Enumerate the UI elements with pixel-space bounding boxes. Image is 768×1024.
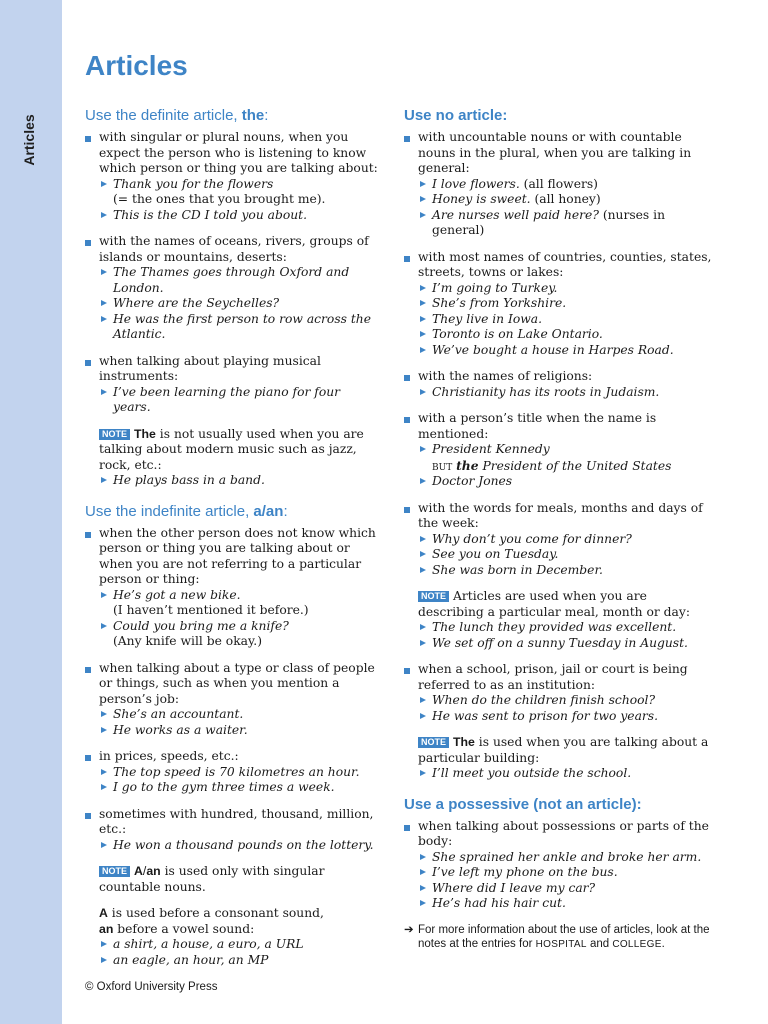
triangle-arrow-icon [420, 885, 426, 891]
list-item: with singular or plural nouns, when you expect the person who is listening to know which person or thing you are talking about: Thank you for the flowers (= the ones that you brought me). This is the CD I told you about. [85, 130, 380, 223]
triangle-arrow-icon [101, 623, 107, 629]
note-badge: NOTE [418, 737, 449, 748]
triangle-arrow-icon [420, 181, 426, 187]
square-bullet-icon [404, 417, 410, 423]
triangle-arrow-icon [101, 181, 107, 187]
triangle-arrow-icon [101, 727, 107, 733]
triangle-arrow-icon [101, 592, 107, 598]
example: The lunch they provided was excellent. [418, 620, 716, 636]
no-article-heading: Use no article: [404, 107, 508, 124]
list-item: when talking about a type or class of people or things, such as when you mention a person’s job: She’s an accountant. He works as a waiter. [85, 661, 380, 739]
list-item: when talking about playing musical instruments: I’ve been learning the piano for four years. [85, 354, 380, 416]
example: She sprained her ankle and broke her arm. [418, 850, 716, 866]
square-bullet-icon [404, 825, 410, 831]
list-item: with the names of oceans, rivers, groups of islands or mountains, deserts: The Thames goes through Oxford and London. Where are the Seychelles? He was the first person to row across the Atlantic. [85, 234, 380, 343]
example: He was sent to prison for two years. [418, 709, 716, 725]
triangle-arrow-icon [420, 624, 426, 630]
copyright-footer: © Oxford University Press [85, 981, 218, 993]
triangle-arrow-icon [101, 300, 107, 306]
definite-heading: Use the definite article, the: [85, 107, 269, 124]
triangle-arrow-icon [420, 900, 426, 906]
triangle-arrow-icon [101, 316, 107, 322]
square-bullet-icon [85, 136, 91, 142]
page-title: Articles [85, 50, 188, 81]
example: I’m going to Turkey. [418, 281, 716, 297]
triangle-arrow-icon [101, 957, 107, 963]
example: an eagle, an hour, an MP [99, 953, 380, 969]
triangle-arrow-icon [420, 713, 426, 719]
triangle-arrow-icon [420, 316, 426, 322]
example: They live in Iowa. [418, 312, 716, 328]
note-badge: NOTE [99, 866, 130, 877]
triangle-arrow-icon [420, 331, 426, 337]
list-item: with the words for meals, months and days of the week: Why don’t you come for dinner? See you on Tuesday. She was born in December. [404, 501, 716, 579]
triangle-arrow-icon [420, 347, 426, 353]
square-bullet-icon [404, 507, 410, 513]
note-box: NOTE A/an is used only with singular countable nouns. [99, 864, 325, 894]
example: Thank you for the flowers [99, 177, 380, 193]
triangle-arrow-icon [101, 784, 107, 790]
right-arrow-icon: ➔ [404, 923, 414, 936]
example: a shirt, a house, a euro, a URL [99, 937, 380, 953]
example: I go to the gym three times a week. [99, 780, 380, 796]
note-box: NOTE The is used when you are talking about a particular building: I’ll meet you outside the school. [418, 735, 716, 782]
triangle-arrow-icon [420, 536, 426, 542]
example: He’s had his hair cut. [418, 896, 716, 912]
example: He’s got a new bike. [99, 588, 380, 604]
possessive-heading: Use a possessive (not an article): [404, 795, 642, 813]
square-bullet-icon [85, 532, 91, 538]
example: He works as a waiter. [99, 723, 380, 739]
example: Are nurses well paid here? (nurses in general) [418, 208, 716, 239]
square-bullet-icon [85, 360, 91, 366]
triangle-arrow-icon [420, 551, 426, 557]
example: Where are the Seychelles? [99, 296, 380, 312]
example: He was the first person to row across the Atlantic. [99, 312, 380, 343]
triangle-arrow-icon [101, 941, 107, 947]
triangle-arrow-icon [420, 869, 426, 875]
link-college[interactable]: COLLEGE [612, 938, 662, 950]
triangle-arrow-icon [420, 854, 426, 860]
triangle-arrow-icon [420, 285, 426, 291]
triangle-arrow-icon [420, 567, 426, 573]
square-bullet-icon [85, 813, 91, 819]
list-item: when talking about possessions or parts of the body: She sprained her ankle and broke her arm. I’ve left my phone on the bus. Where did I leave my car? He’s had his hair cut. [404, 819, 716, 912]
example: He won a thousand pounds on the lottery. [99, 838, 380, 854]
link-hospital[interactable]: HOSPITAL [535, 938, 587, 950]
triangle-arrow-icon [101, 769, 107, 775]
list-item: in prices, speeds, etc.: The top speed is 70 kilometres an hour. I go to the gym three times a week. [85, 749, 380, 796]
square-bullet-icon [85, 240, 91, 246]
example: The top speed is 70 kilometres an hour. [99, 765, 380, 781]
example: He plays bass in a band. [99, 473, 380, 489]
triangle-arrow-icon [420, 446, 426, 452]
example: Where did I leave my car? [418, 881, 716, 897]
list-item: when a school, prison, jail or court is being referred to as an institution: When do the children finish school? He was sent to prison for two years. [404, 662, 716, 724]
left-column [85, 107, 380, 979]
vowel-rule: A is used before a consonant sound, an before a vowel sound: a shirt, a house, a euro, a URL an eagle, an hour, an MP [99, 906, 380, 968]
list-item: with a person’s title when the name is mentioned: President Kennedy but the President of the United States Doctor Jones [404, 411, 716, 490]
triangle-arrow-icon [420, 770, 426, 776]
example: We set off on a sunny Tuesday in August. [418, 636, 716, 652]
cross-reference: ➔ For more information about the use of articles, look at the notes at the entries for HOSPITAL and COLLEGE. [404, 923, 710, 950]
square-bullet-icon [404, 256, 410, 262]
triangle-arrow-icon [101, 477, 107, 483]
triangle-arrow-icon [101, 212, 107, 218]
example: She’s an accountant. [99, 707, 380, 723]
list-item: with the names of religions: Christianity has its roots in Judaism. [404, 369, 716, 400]
list-item: with most names of countries, counties, states, streets, towns or lakes: I’m going to Turkey. She’s from Yorkshire. They live in Iowa. Toronto is on Lake Ontario. We’ve bought a house in Harpes Road. [404, 250, 716, 359]
example: I love flowers. (all flowers) [418, 177, 716, 193]
list-item: with uncountable nouns or with countable nouns in the plural, when you are talking in general: I love flowers. (all flowers) Honey is sweet. (all honey) Are nurses well paid here? (nurses in general) [404, 130, 716, 239]
triangle-arrow-icon [420, 300, 426, 306]
square-bullet-icon [404, 668, 410, 674]
side-label: Articles [21, 114, 37, 166]
example: Toronto is on Lake Ontario. [418, 327, 716, 343]
triangle-arrow-icon [420, 640, 426, 646]
example: but the President of the United States [432, 457, 672, 473]
note-box: NOTE Articles are used when you are describing a particular meal, month or day: The lunch they provided was excellent. We set off on a sunny Tuesday in August. [418, 589, 716, 651]
example: We’ve bought a house in Harpes Road. [418, 343, 716, 359]
example: Could you bring me a knife? [99, 619, 380, 635]
example: Honey is sweet. (all honey) [418, 192, 716, 208]
square-bullet-icon [404, 136, 410, 142]
list-item: when the other person does not know which person or thing you are talking about or when you are not referring to a particular person or thing: He’s got a new bike. (I haven’t mentioned it before.) Could you bring me a knife? (Any knife will be okay.) [85, 526, 380, 650]
example: She was born in December. [418, 563, 716, 579]
example: Why don’t you come for dinner? [418, 532, 716, 548]
example: President Kennedy [418, 442, 716, 458]
triangle-arrow-icon [420, 697, 426, 703]
indefinite-heading: Use the indefinite article, a/an: [85, 502, 288, 520]
triangle-arrow-icon [101, 269, 107, 275]
example: When do the children finish school? [418, 693, 716, 709]
example: I’ll meet you outside the school. [418, 766, 716, 782]
triangle-arrow-icon [101, 711, 107, 717]
triangle-arrow-icon [101, 389, 107, 395]
square-bullet-icon [85, 755, 91, 761]
example: She’s from Yorkshire. [418, 296, 716, 312]
example: The Thames goes through Oxford and London. [99, 265, 380, 296]
example: See you on Tuesday. [418, 547, 716, 563]
square-bullet-icon [404, 375, 410, 381]
triangle-arrow-icon [420, 389, 426, 395]
note-badge: NOTE [418, 591, 449, 602]
example: Doctor Jones [418, 474, 716, 490]
note-box: NOTE The is not usually used when you are talking about modern music such as jazz, rock, etc.: He plays bass in a band. [99, 427, 380, 489]
example: Christianity has its roots in Judaism. [418, 385, 716, 401]
note-badge: NOTE [99, 429, 130, 440]
triangle-arrow-icon [420, 196, 426, 202]
square-bullet-icon [85, 667, 91, 673]
example: I’ve been learning the piano for four years. [99, 385, 380, 416]
side-strip [0, 0, 62, 1024]
example: I’ve left my phone on the bus. [418, 865, 716, 881]
right-column [404, 107, 716, 952]
triangle-arrow-icon [101, 842, 107, 848]
triangle-arrow-icon [420, 212, 426, 218]
list-item: sometimes with hundred, thousand, million, etc.: He won a thousand pounds on the lottery. [85, 807, 380, 854]
triangle-arrow-icon [420, 478, 426, 484]
example: This is the CD I told you about. [99, 208, 380, 224]
